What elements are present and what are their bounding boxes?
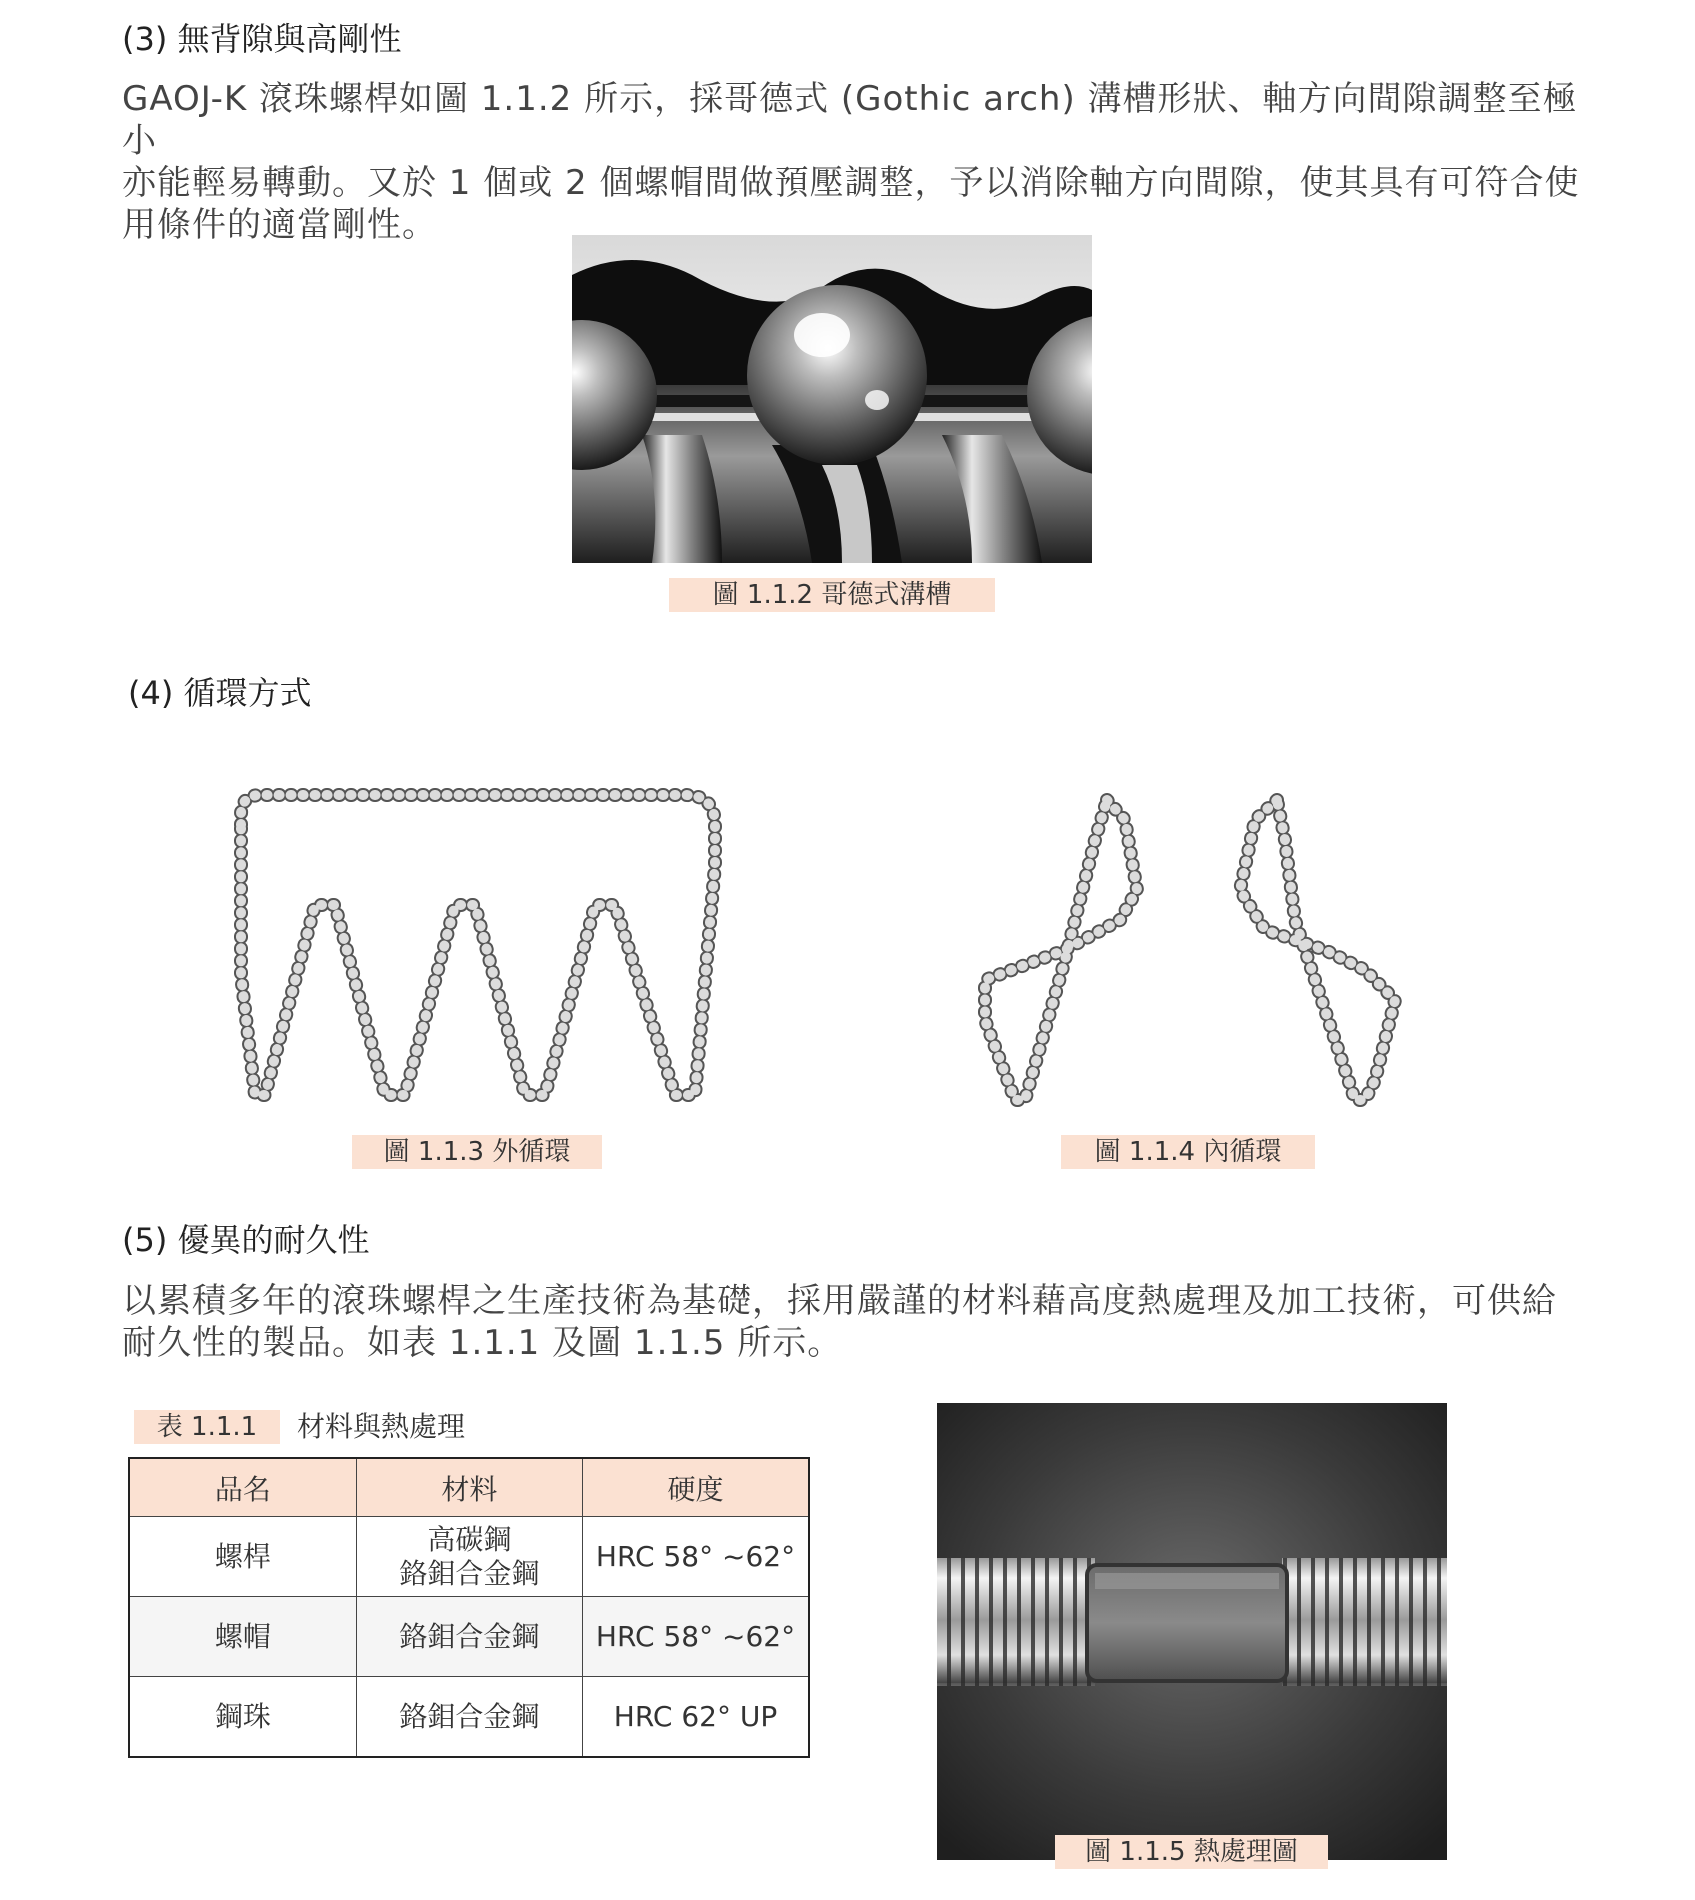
section3-paragraph-line: 用條件的適當剛性。 [122, 205, 437, 245]
external-circulation-diagram [225, 775, 735, 1120]
table-cell-name: 螺桿 [129, 1517, 356, 1597]
table-cell-name: 鋼珠 [129, 1677, 356, 1758]
table-header: 品名 [129, 1458, 356, 1517]
gothic-arch-groove-photo [572, 235, 1092, 563]
section5-paragraph-line: 耐久性的製品。如表 1.1.1 及圖 1.1.5 所示。 [122, 1323, 843, 1363]
section5-paragraph [122, 1280, 1602, 1364]
material-table [128, 1457, 810, 1758]
table-row [129, 1597, 809, 1677]
table-row [129, 1677, 809, 1758]
figure-1-1-4-caption: 圖 1.1.4 內循環 [1061, 1135, 1315, 1169]
table-cell-material [356, 1517, 582, 1597]
table-cell-material: 鉻鉬合金鋼 [356, 1677, 582, 1758]
table-1-1-1-title: 材料與熱處理 [297, 1410, 466, 1443]
section3-paragraph-line: 亦能輕易轉動。又於 1 個或 2 個螺帽間做預壓調整，予以消除軸方向間隙，使其具有可符合使 [122, 163, 1580, 203]
table-cell-hardness: HRC 58° ~62° [583, 1517, 809, 1597]
figure-1-1-2-caption: 圖 1.1.2 哥德式溝槽 [669, 578, 995, 612]
section3-paragraph [122, 78, 1602, 246]
section3-paragraph-line: GAOJ-K 滾珠螺桿如圖 1.1.2 所示，採哥德式 (Gothic arch) 溝槽形狀、軸方向間隙調整至極小 [122, 79, 1578, 161]
table-header-row [129, 1458, 809, 1517]
table-cell-name: 螺帽 [129, 1597, 356, 1677]
figure-1-1-3-caption: 圖 1.1.3 外循環 [352, 1135, 602, 1169]
section5-heading: (5) 優異的耐久性 [122, 1221, 370, 1259]
section5-paragraph-line: 以累積多年的滾珠螺桿之生產技術為基礎，採用嚴謹的材料藉高度熱處理及加工技術，可供給 [122, 1281, 1557, 1321]
table-cell-material-line: 鉻鉬合金鋼 [399, 1556, 540, 1590]
table-1-1-1-label: 表 1.1.1 [134, 1410, 280, 1444]
table-cell-material: 鉻鉬合金鋼 [356, 1597, 582, 1677]
table-row [129, 1517, 809, 1597]
table-cell-hardness: HRC 58° ~62° [583, 1597, 809, 1677]
table-cell-material-line: 高碳鋼 [427, 1522, 512, 1556]
table-header: 硬度 [583, 1458, 809, 1517]
section3-heading: (3) 無背隙與高剛性 [122, 20, 402, 58]
table-cell-hardness: HRC 62° UP [583, 1677, 809, 1758]
table-header: 材料 [356, 1458, 582, 1517]
internal-circulation-diagram [965, 780, 1425, 1120]
figure-1-1-5-caption: 圖 1.1.5 熱處理圖 [1055, 1835, 1328, 1869]
section4-heading: (4) 循環方式 [128, 674, 312, 712]
heat-treatment-photo [937, 1403, 1447, 1860]
